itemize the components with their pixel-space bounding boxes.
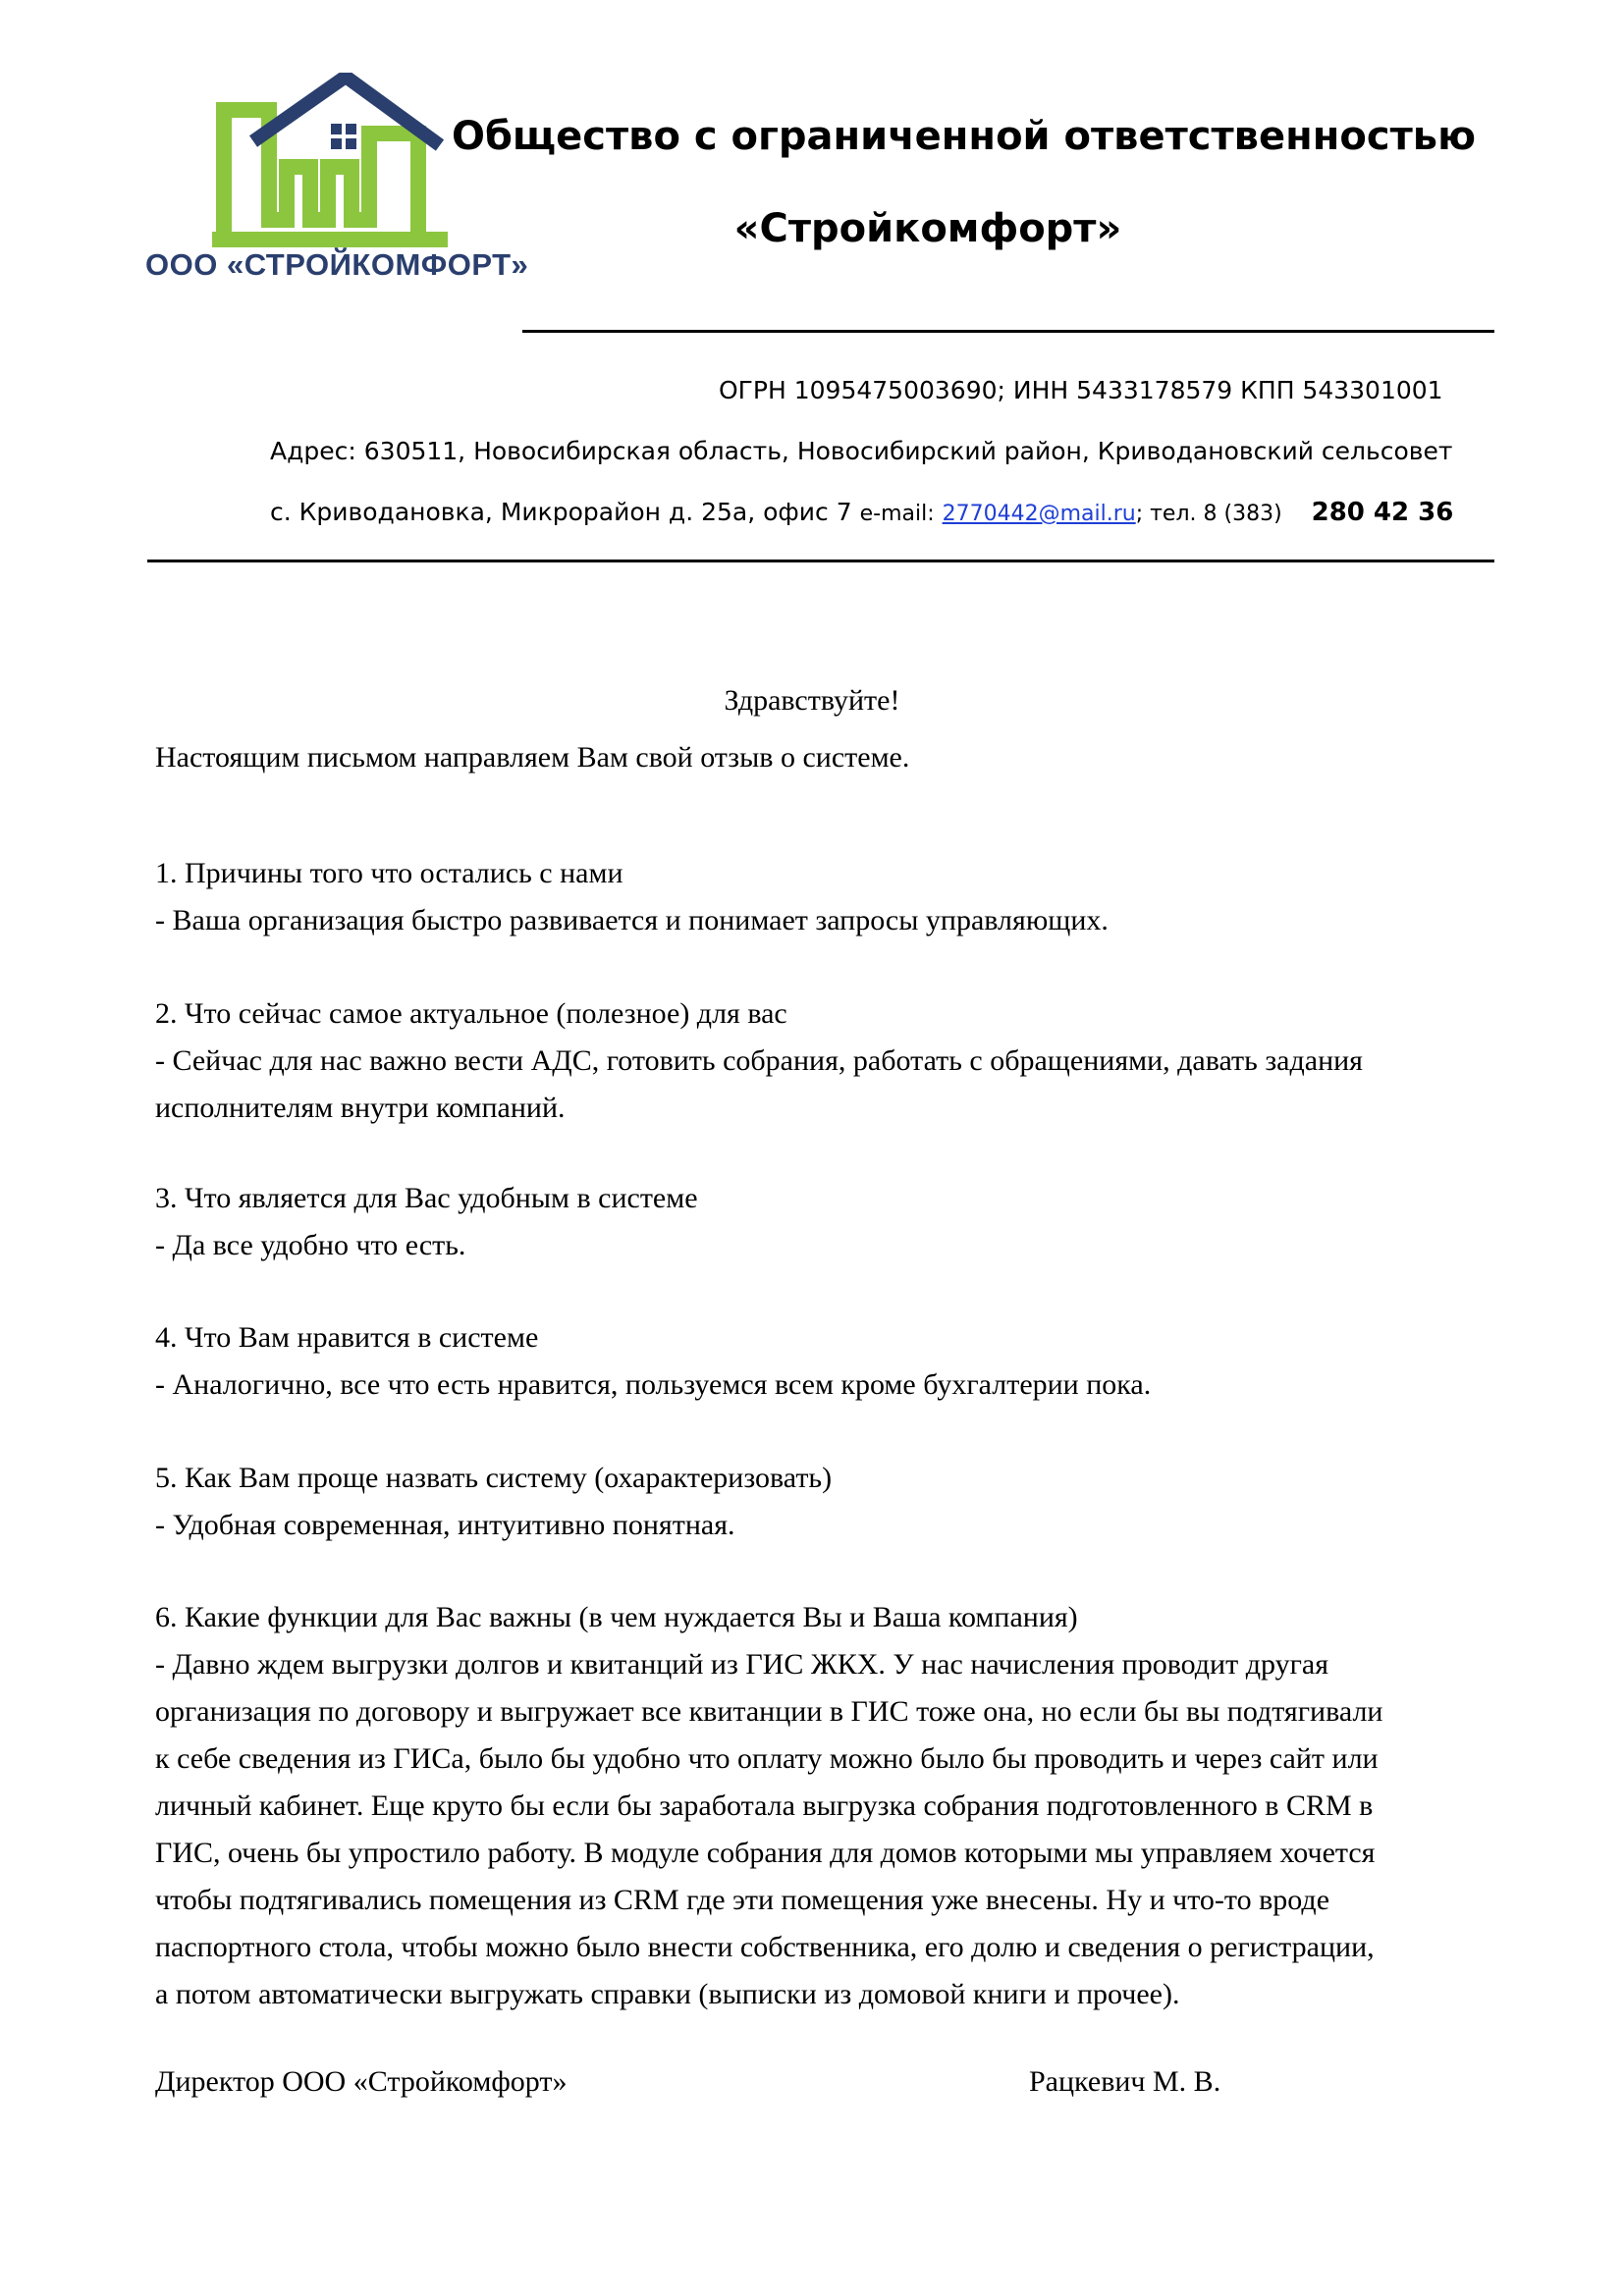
section-question: 2. Что сейчас самое актуальное (полезное) для вас [155,997,787,1030]
section-5 [155,1455,1530,1549]
section-answer-line: - Сейчас для нас важно вести АДС, готовить собрания, работать с обращениями, давать задания [155,1044,1363,1077]
email-label: e-mail: [859,502,935,526]
section-answer-line: - Ваша организация быстро развивается и понимает запросы управляющих. [155,904,1109,936]
section-question: 6. Какие функции для Вас важны (в чем нуждается Вы и Ваша компания) [155,1601,1078,1633]
section-answer-line: - Удобная современная, интуитивно понятная. [155,1509,735,1541]
signature-name: Рацкевич М. В. [1029,2065,1221,2098]
greeting: Здравствуйте! [724,684,900,717]
company-logo [145,73,528,318]
section-answer-line: - Аналогично, все что есть нравится, пользуемся всем кроме бухгалтерии пока. [155,1368,1152,1401]
phone-number: 280 42 36 [1311,498,1454,527]
company-name-line2: «Стройкомфорт» [733,206,1122,251]
section-question: 4. Что Вам нравится в системе [155,1321,539,1354]
intro-text: Настоящим письмом направляем Вам свой отзыв о системе. [155,741,910,774]
section-2 [155,990,1530,1132]
section-answer-line: - Да все удобно что есть. [155,1229,466,1261]
section-answer-line: чтобы подтягивались помещения из CRM где эти помещения уже внесены. Ну и что-то вроде [155,1884,1330,1916]
section-answer-line: организация по договору и выгружает все квитанции в ГИС тоже она, но если бы вы подтягивали [155,1695,1383,1728]
address-line-2 [270,498,1453,527]
company-name-line1: Общество с ограниченной ответственностью [452,114,1476,159]
tel-label: ; тел. 8 (383) [1135,502,1282,526]
section-answer-line: а потом автоматически выгружать справки (выписки из домовой книги и прочее). [155,1978,1180,2010]
letter-intro [155,734,1530,781]
section-answer-line: - Давно ждем выгрузки долгов и квитанций из ГИС ЖКХ. У нас начисления проводит другая [155,1648,1329,1681]
house-logo-icon [212,73,458,247]
address-line-1: Адрес: 630511, Новосибирская область, Новосибирский район, Криводановский сельсовет [270,437,1453,465]
section-answer-line: исполнителям внутри компаний. [155,1092,566,1124]
logo-wordmark: ООО «СТРОЙКОМФОРТ» [145,247,529,282]
section-4 [155,1314,1530,1409]
section-question: 1. Причины того что остались с нами [155,857,623,889]
section-question: 5. Как Вам проще назвать систему (охарактеризовать) [155,1462,833,1494]
section-answer-line: к себе сведения из ГИСа, было бы удобно что оплату можно было бы проводить и через сайт или [155,1742,1379,1775]
section-answer-line: личный кабинет. Еще круто бы если бы заработала выгрузка собрания подготовленного в CRM в [155,1789,1374,1822]
section-6 [155,1594,1530,2018]
section-answer-line: ГИС, очень бы упростило работу. В модуле собрания для домов которыми мы управляем хочется [155,1837,1376,1869]
address-locality: с. Криводановка, Микрорайон д. 25а, офис 7 [270,498,852,526]
section-answer-line: паспортного стола, чтобы можно было внести собственника, его долю и сведения о регистрации, [155,1931,1375,1963]
signature-position: Директор ООО «Стройкомфорт» [155,2065,568,2098]
header-divider-top [522,330,1494,333]
header-divider-bottom [147,560,1494,562]
section-question: 3. Что является для Вас удобным в системе [155,1182,698,1214]
section-3 [155,1175,1530,1269]
requisites-line: ОГРН 1095475003690; ИНН 5433178579 КПП 543301001 [719,376,1443,404]
email-link[interactable]: 2770442@mail.ru [942,502,1136,526]
section-1 [155,850,1530,944]
